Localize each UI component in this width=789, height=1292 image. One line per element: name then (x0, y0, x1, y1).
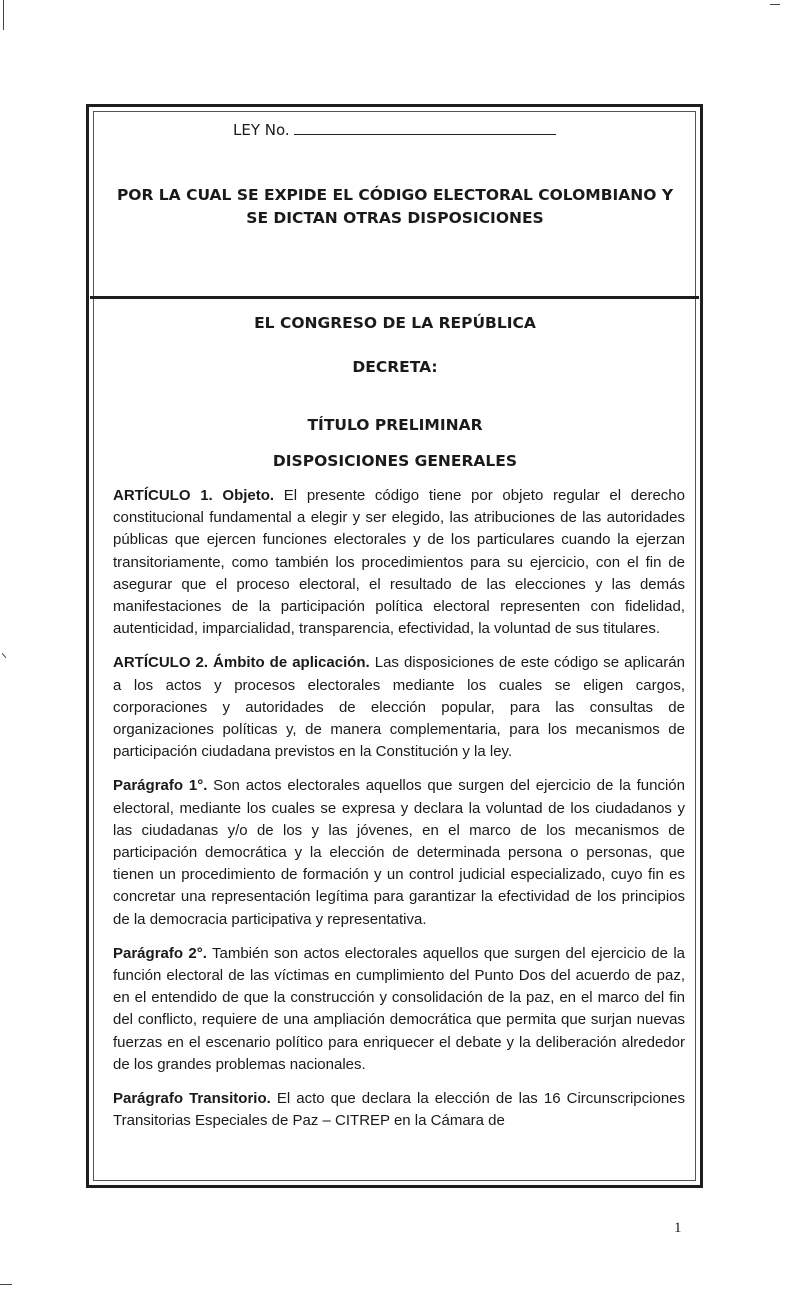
ley-number-blank (294, 120, 556, 135)
paragraph-transitorio (113, 1088, 685, 1132)
scan-mark (2, 653, 7, 658)
article-2-heading: ARTÍCULO 2. Ámbito de aplicación. (113, 654, 370, 672)
paragraph-transitorio-text: El acto que declara la elección de las 16 Circunscripciones Transitorias Especiales de Paz – CITREP en la Cámara de (113, 1090, 686, 1130)
article-1-text: El presente código tiene por objeto regular el derecho constitucional fundamental a elegir y ser elegido, las atribuciones de las autoridades públicas que ejercen funciones electorales y de los particulares cuando la ejerzan transitoriamente, como también los procedimientos para su ejercicio, con el fin de asegurar que el proceso electoral, el resultado de las elecciones y las demás manifestaciones de la participación política electoral representen con fidelidad, autenticidad, imparcialidad, transparencia, efectividad, la voluntad de sus titulares. (113, 487, 685, 638)
paragraph-2 (113, 943, 685, 1076)
article-1 (113, 485, 685, 640)
paragraph-transitorio-heading: Parágrafo Transitorio. (113, 1090, 271, 1108)
article-1-heading: ARTÍCULO 1. Objeto. (113, 487, 275, 504)
paragraph-1-heading: Parágrafo 1°. (113, 777, 208, 795)
paragraph-1-text: Son actos electorales aquellos que surgen del ejercicio de la función electoral, mediante los cuales se expresa y declara la voluntad de los ciudadanos y las ciudadanas y/o de los y las jóvenes, en el marco de los mecanismos de participación democrática y la elección de determinada persona o personas, que tienen un procedimiento de formación y un control judicial especializado, cuyo fin es concretar una representación legítima para garantizar la efectividad de los principios de la democracia participativa y representativa. (113, 777, 685, 928)
scan-mark (770, 4, 780, 5)
document-title: POR LA CUAL SE EXPIDE EL CÓDIGO ELECTORAL COLOMBIANO Y SE DICTAN OTRAS DISPOSICIONES (116, 186, 674, 227)
issuer-heading: EL CONGRESO DE LA REPÚBLICA (254, 314, 536, 332)
scan-mark (0, 1284, 12, 1285)
document-body (113, 485, 685, 1144)
paragraph-2-heading: Parágrafo 2°. (113, 944, 207, 962)
ley-label: LEY No. (233, 121, 290, 139)
decreta-heading: DECRETA: (352, 358, 438, 376)
paragraph-2-text: También son actos electorales aquellos que surgen del ejercicio de la función electoral de las víctimas en cumplimiento del Punto Dos del acuerdo de paz, en el entendido de que la construcción y consolidación de la paz, en el marco del fin del conflicto, requiere de una ampliación democrática que permita que surjan nuevas fuerzas en el escenario político para enriquecer el debate y la deliberación alrededor de los grandes problemas nacionales. (113, 944, 686, 1073)
paragraph-1 (113, 775, 685, 930)
article-2-text: Las disposiciones de este código se aplicarán a los actos y procesos electorales mediante los cuales se eligen cargos, corporaciones y autoridades de elección popular, para las consultas de organizaciones políticas y, de manera complementaria, para los mecanismos de participación ciudadana previstos en la Constitución y la ley. (113, 654, 685, 761)
titulo-heading: TÍTULO PRELIMINAR (307, 416, 483, 434)
ley-number-line (233, 120, 563, 150)
header-divider (90, 296, 699, 299)
scan-mark (3, 0, 4, 30)
subtitulo-heading: DISPOSICIONES GENERALES (272, 452, 518, 470)
page-number: 1 (674, 1220, 682, 1236)
article-2 (113, 652, 685, 763)
